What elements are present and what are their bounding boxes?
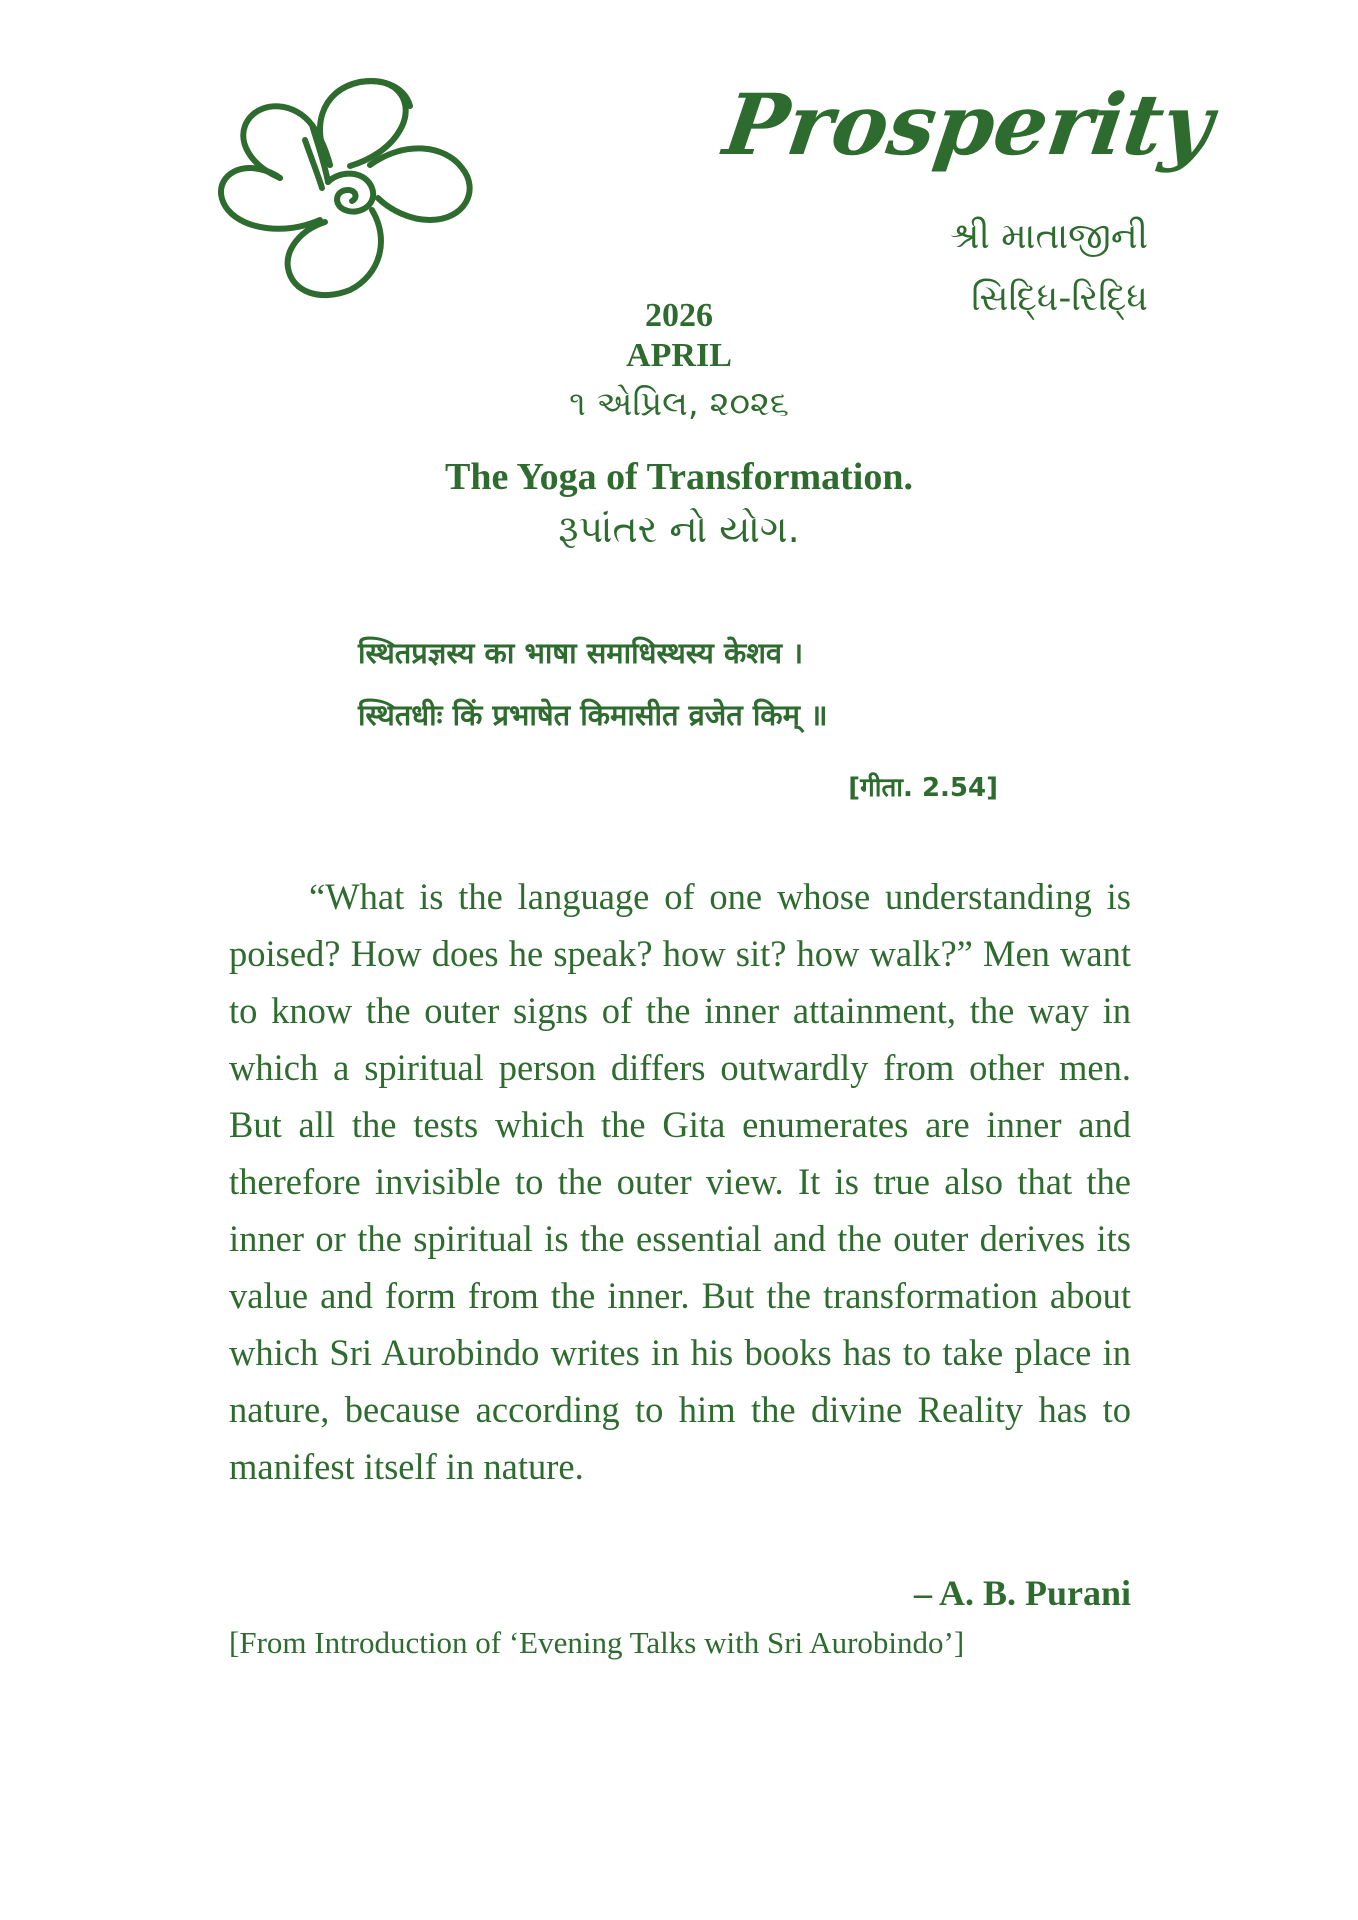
brand-subtitle-line2: સિદ્ધિ-રિદ્ધિ [971, 278, 1148, 319]
date-block [0, 296, 1358, 432]
brand-subtitle-line1: શ્રી માતાજીની [950, 216, 1148, 257]
author-attribution: – A. B. Purani [913, 1573, 1131, 1613]
title-block [0, 452, 1358, 556]
page-title: The Yoga of Transformation. [445, 456, 913, 498]
body-paragraph: “What is the language of one whose understanding is poised? How does he speak? how sit? how walk?” Men want to know the outer signs of the inner attainment, the way in which a spiritual person differs outwardly from other men. But all the tests which the Gita enumerates are inner and therefore invisible to the outer view. It is true also that the inner or the spiritual is the essential and the outer derives its value and form from the inner. But the transformation about which Sri Aurobindo writes in his books has to take place in nature, because according to him the divine Reality has to manifest itself in nature. [229, 876, 1131, 1487]
date-gujarati: ૧ એપ્રિલ, ૨૦૨૬ [569, 384, 789, 424]
page-title-gujarati: રૂપાંતર નો યોગ. [558, 507, 800, 551]
prosperity-brand-logo [718, 62, 1219, 212]
source-citation: [From Introduction of ‘Evening Talks with Sri Aurobindo’] [229, 1625, 965, 1660]
shloka-line-1: स्थितप्रज्ञस्य का भाषा समाधिस्थस्य केशव । [358, 636, 804, 670]
date-month: APRIL [626, 337, 732, 374]
flower-logo-icon [200, 70, 520, 310]
shloka-reference: [गीता. 2.54] [848, 773, 998, 803]
brand-title-text: Prosperity [718, 75, 1219, 174]
date-year: 2026 [645, 297, 713, 334]
shloka-line-2: स्थितधीः किं प्रभाषेत किमासीत व्रजेत किम् ॥ [358, 698, 828, 732]
shloka-verse [358, 622, 827, 746]
body-text [229, 868, 1131, 1495]
